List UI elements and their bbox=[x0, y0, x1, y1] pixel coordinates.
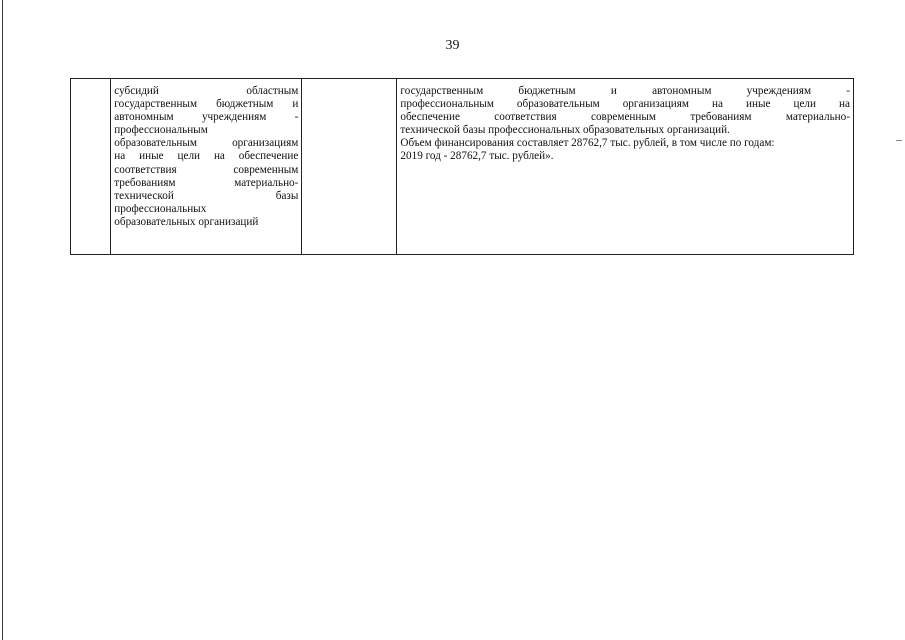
cell-text-line: 2019 год - 28762,7 тыс. рублей». bbox=[400, 150, 554, 163]
cell-text-line: Объем финансирования составляет 28762,7 тыс. рублей, в том числе по годам: bbox=[400, 137, 775, 150]
cell-text-line: субсидий областным bbox=[114, 85, 299, 97]
cell-text-line: профессиональным bbox=[114, 124, 208, 137]
cell-text-line: технической базы bbox=[114, 189, 299, 202]
cell-text-line: профессиональных bbox=[114, 202, 207, 215]
cell-text-line: образовательным организациям bbox=[114, 137, 299, 150]
table-row bbox=[71, 79, 854, 255]
document-table bbox=[70, 78, 854, 255]
cell-text-line: автономным учреждениям - bbox=[114, 111, 299, 124]
table-cell-number bbox=[71, 79, 111, 255]
cell-text-line: соответствия современным bbox=[114, 163, 299, 176]
table-cell-measure-name bbox=[111, 79, 302, 255]
cell-text-line: на иные цели на обеспечение bbox=[114, 150, 299, 163]
cell-text-line: образовательных организаций bbox=[114, 215, 259, 228]
page-number: 39 bbox=[445, 38, 460, 53]
table-cell-empty bbox=[302, 79, 397, 255]
cell-text-line: требованиям материально- bbox=[114, 176, 299, 189]
cell-text-line: обеспечение соответствия современным требованиям материально- bbox=[400, 111, 850, 124]
cell-text-line: профессиональным образовательным организациям на иные цели на bbox=[400, 98, 850, 111]
cell-text-line: государственным бюджетным и bbox=[114, 98, 299, 111]
scan-margin-mark bbox=[896, 140, 902, 141]
scan-left-edge-line bbox=[2, 0, 3, 640]
cell-text-line: государственным бюджетным и автономным учреждениям - bbox=[400, 85, 850, 97]
cell-text-line: технической базы профессиональных образовательных организаций. bbox=[400, 124, 730, 137]
table-cell-description bbox=[397, 79, 854, 255]
